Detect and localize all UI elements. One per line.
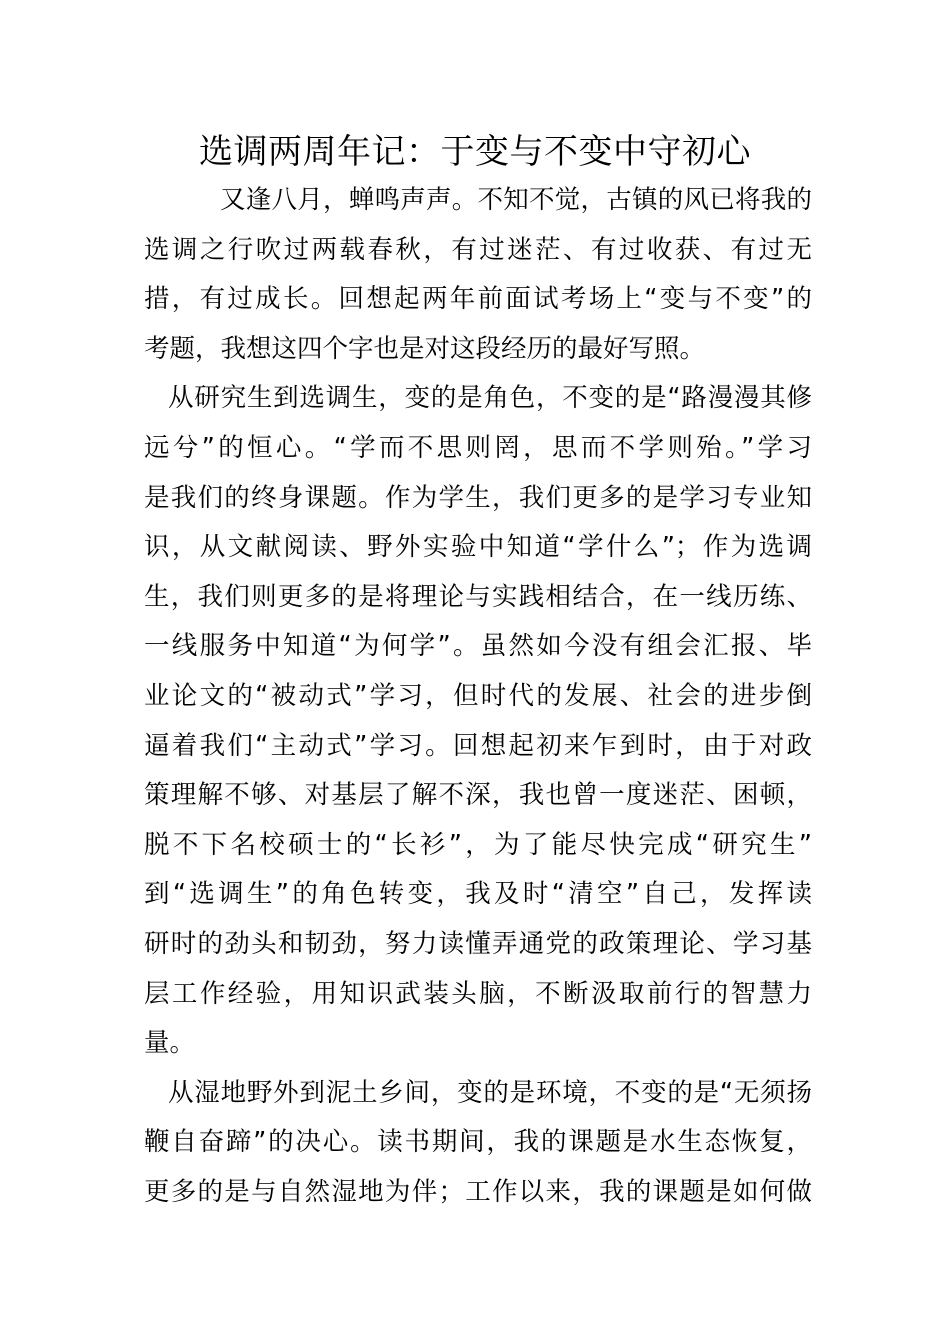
document-body <box>144 176 812 1217</box>
paragraph-line: 是我们的终身课题。作为学生，我们更多的是学习专业知 <box>144 482 812 513</box>
paragraph-line: 业论文的“被动式”学习，但时代的发展、社会的进步倒 <box>144 680 812 711</box>
paragraph-line: 逼着我们“主动式”学习。回想起初来乍到时，由于对政 <box>144 730 812 761</box>
paragraph-line: 识，从文献阅读、野外实验中知道“学什么”；作为选调 <box>144 532 812 563</box>
paragraph-line: 远兮”的恒心。“学而不思则罔，思而不学则殆。”学习 <box>144 432 812 463</box>
paragraph-line: 策理解不够、对基层了解不深，我也曾一度迷茫、困顿， <box>144 780 812 811</box>
paragraph-line: 考题，我想这四个字也是对这段经历的最好写照。 <box>144 333 706 364</box>
paragraph-line: 又逢八月，蝉鸣声声。不知不觉，古镇的风已将我的 <box>220 185 812 215</box>
paragraph-line: 到“选调生”的角色转变，我及时“清空”自己，发挥读 <box>144 879 812 910</box>
paragraph-line: 层工作经验，用知识武装头脑，不断汲取前行的智慧力 <box>144 978 812 1009</box>
paragraph-line: 一线服务中知道“为何学”。虽然如今没有组会汇报、毕 <box>144 631 812 662</box>
paragraph-line: 生，我们则更多的是将理论与实践相结合，在一线历练、 <box>144 581 812 612</box>
paragraph-line: 选调之行吹过两载春秋，有过迷茫、有过收获、有过无 <box>144 234 812 265</box>
page-title: 选调两周年记：于变与不变中守初心 <box>199 132 751 172</box>
paragraph-line: 从湿地野外到泥土乡间，变的是环境，不变的是“无须扬 <box>168 1077 812 1108</box>
paragraph-line: 从研究生到选调生，变的是角色，不变的是“路漫漫其修 <box>168 383 812 414</box>
paragraph-line: 研时的劲头和韧劲，努力读懂弄通党的政策理论、学习基 <box>144 928 812 959</box>
paragraph-line: 量。 <box>144 1028 196 1059</box>
paragraph-line: 措，有过成长。回想起两年前面试考场上“变与不变”的 <box>144 284 812 315</box>
paragraph-line: 脱不下名校硕士的“长衫”，为了能尽快完成“研究生” <box>144 829 812 860</box>
paragraph-line: 鞭自奋蹄”的决心。读书期间，我的课题是水生态恢复， <box>144 1127 812 1158</box>
paragraph-line: 更多的是与自然湿地为伴；工作以来，我的课题是如何做 <box>144 1176 812 1207</box>
